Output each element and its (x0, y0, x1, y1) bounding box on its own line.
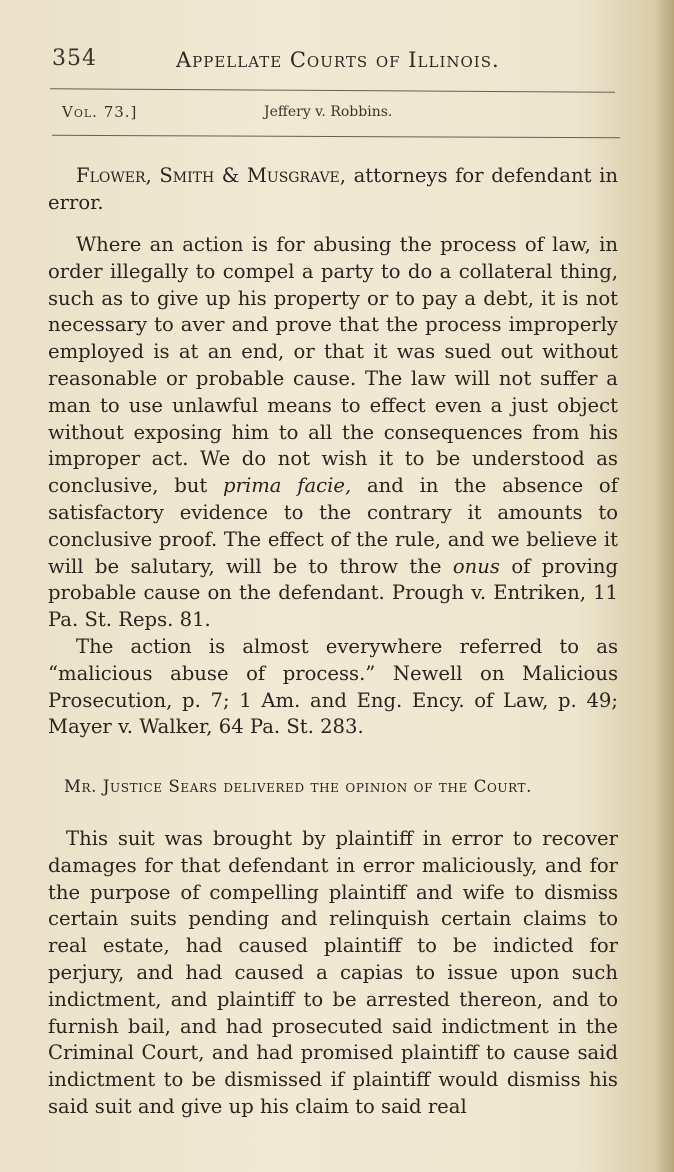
brief-paragraph: The action is almost everywhere referred to as “malicious abuse of process.” Newell on Malicious Prosecution, p. 7; 1 Am. and Eng. Ency. of Law, p. 49; Mayer v. Walker, 64 Pa. St. 283. (48, 634, 618, 739)
page-number: 354 (52, 46, 97, 71)
opinion-heading: Mr. Justice Sears delivered the opinion of the Court. (64, 777, 532, 796)
brief-italic-phrase: prima facie, (223, 474, 352, 498)
volume-line (62, 101, 602, 125)
counsel-paragraph (48, 163, 618, 217)
header-rule-top (50, 88, 615, 92)
counsel-names: Flower, Smith & Musgrave, (76, 164, 347, 187)
brief-italic-word: onus (452, 554, 500, 578)
brief-text: of proving probable cause on the defendant. Prough v. Entriken, 11 Pa. St. Reps. 81. (48, 554, 618, 632)
opinion-paragraph: This suit was brought by plaintiff in error to recover damages for that defendant in error maliciously, and for the purpose of compelling plaintiff and wife to dismiss certain suits pending and relinquish certain claims to real estate, had caused plaintiff to be indicted for perjury, and had caused a capias to issue upon such indictment, and plaintiff to be arrested thereon, and to furnish bail, and had prosecuted said indictment in the Criminal Court, and had promised plaintiff to cause said indictment to be dismissed if plaintiff would dismiss his said suit and give up his claim to said real (48, 827, 618, 1118)
volume-label: Vol. 73.] (62, 103, 138, 121)
opinion-section (48, 826, 618, 1121)
header-rule-bottom (52, 135, 620, 138)
running-head (52, 46, 522, 80)
brief-paragraph (48, 232, 618, 634)
counsel-role: attorneys for defendant in error. (48, 164, 619, 214)
book-title: Appellate Courts of Illinois. (176, 48, 500, 72)
brief-text: Where an action is for abusing the process of law, in order illegally to compel a party to do a collateral thing, such as to give up his property or to pay a debt, it is not necessary to aver and prove that the process improperly employed is at an end, or that it was sued out without reasonable or probable cause. The law will not suffer a man to use unlawful means to effect even a just object without exposing him to all the consequences from his improper act. We do not wish it to be understood as conclusive, but (48, 233, 618, 498)
brief-text: and in the absence of satisfactory evidence to the contrary it amounts to conclusive proof. The effect of the rule, and we believe it will be salutary, will be to throw the (48, 474, 618, 578)
brief-section (48, 232, 618, 741)
case-title: Jeffery v. Robbins. (264, 104, 393, 120)
